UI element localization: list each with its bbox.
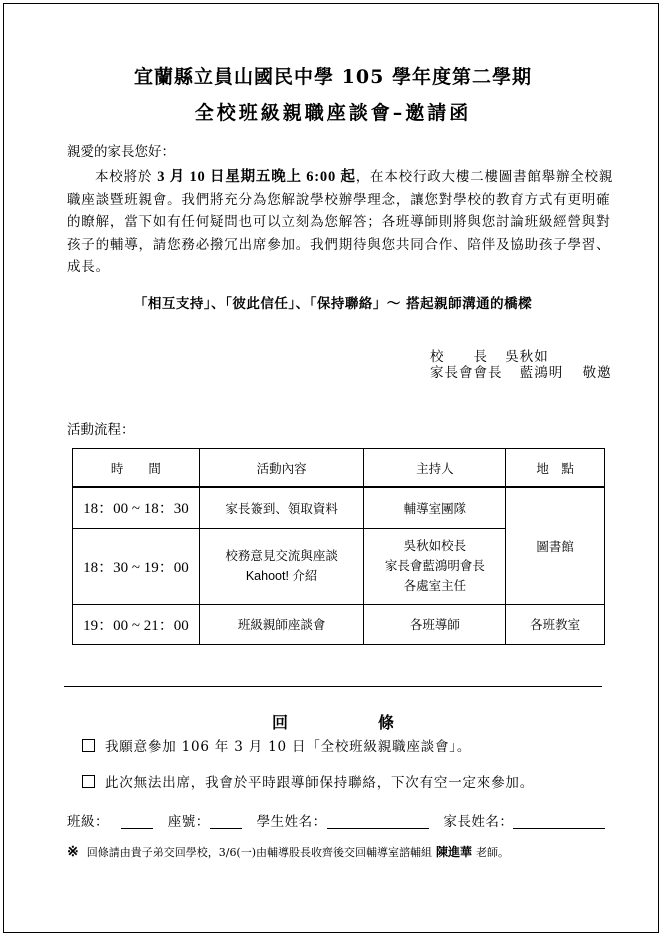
student-name-label: 學生姓名：	[256, 814, 327, 830]
option-decline[interactable]	[82, 771, 534, 791]
shared-location: 圖書館	[506, 487, 605, 604]
decline-checkbox[interactable]	[82, 775, 95, 788]
title-line-2: 全校班級親職座談會–邀請函	[194, 102, 472, 124]
pta-name: 藍鴻明	[519, 365, 564, 381]
header-time: 時 間	[73, 449, 200, 488]
header-location: 地 點	[506, 449, 605, 488]
title-line-1: 宜蘭縣立員山國民中學 105 學年度第二學期	[134, 66, 532, 88]
class-label: 班級：	[67, 814, 109, 830]
principal-name: 吳秋如	[505, 349, 549, 365]
row-time: 18：30 ~ 19：00	[73, 528, 200, 604]
note-text: 回條請由貴子弟交回學校，3/6(一)由輔導股長收齊後交回輔導室諮輔組	[86, 846, 433, 859]
closing: 敬邀	[582, 365, 612, 381]
intro-body: ，在本校行政大樓二樓圖書館舉辦全校親職座談暨班親會。我們將充分為您解說學校辦學理念，讓您對學校的教育方式有更明確的瞭解，當下如有任何疑問也可以立刻為您解答；各班導師則將與您討論班級經營與對孩子的輔導，請您務必撥冗出席參加。我們期待與您共同合作、陪伴及協助孩子學習、成長。	[67, 169, 614, 275]
reply-title	[0, 710, 666, 733]
row-time: 18：00 ~ 18：30	[73, 487, 200, 528]
row-location: 各班教室	[506, 604, 605, 644]
option-attend[interactable]	[82, 735, 471, 755]
student-name-field[interactable]	[327, 828, 429, 829]
footnote	[67, 843, 509, 860]
intro-prefix: 本校將於	[95, 169, 153, 185]
flow-label: 活動流程：	[67, 422, 135, 438]
reply-fields	[67, 810, 605, 830]
table-row	[73, 487, 605, 528]
content-line: Kahoot! 介紹	[245, 569, 318, 583]
host-line: 吳秋如校長	[403, 538, 467, 553]
teacher-name: 陳進華	[436, 845, 473, 859]
host-line: 家長會藍鴻明會長	[384, 558, 485, 573]
parent-name-label: 家長姓名：	[443, 814, 514, 830]
reference-mark: ※	[67, 844, 79, 860]
row-host: 各班導師	[364, 604, 506, 644]
row-host: 輔導室團隊	[364, 487, 506, 528]
row-content: 班級親師座談會	[199, 604, 364, 644]
schedule-table	[72, 448, 605, 645]
row-time: 19：00 ~ 21：00	[73, 604, 200, 644]
attend-checkbox[interactable]	[82, 739, 95, 752]
header-host: 主持人	[364, 449, 506, 488]
host-line: 各處室主任	[403, 578, 467, 593]
content-line: 校務意見交流與座談	[225, 548, 338, 563]
table-row	[73, 604, 605, 644]
schedule-header-row	[73, 449, 605, 488]
slogan: 「相互支持」、「彼此信任」、「保持聯絡」～ 搭起親師溝通的橋樑	[133, 296, 533, 312]
header-content: 活動內容	[199, 449, 364, 488]
option-attend-label: 我願意參加 106 年 3 月 10 日「全校班級親職座談會」。	[105, 739, 472, 755]
intro-datetime: 3 月 10 日星期五晚上 6:00 起	[157, 169, 356, 185]
seat-label: 座號：	[167, 814, 210, 830]
signature-pta	[430, 361, 612, 381]
cut-line-divider	[64, 686, 602, 687]
row-host	[364, 528, 506, 604]
pta-title: 家長會會長	[430, 365, 503, 381]
seat-field[interactable]	[210, 828, 242, 829]
class-field[interactable]	[121, 828, 153, 829]
row-content: 家長簽到、領取資料	[199, 487, 364, 528]
reply-title-char: 回	[271, 713, 288, 732]
row-content	[199, 528, 364, 604]
note-text-end: 老師。	[476, 846, 510, 859]
greeting: 親愛的家長您好：	[67, 144, 175, 160]
parent-name-field[interactable]	[513, 828, 605, 829]
reply-title-char: 條	[378, 713, 395, 732]
intro-paragraph	[67, 166, 622, 279]
option-decline-label: 此次無法出席，我會於平時跟導師保持聯絡，下次有空一定來參加。	[105, 775, 534, 791]
principal-title: 校 長	[430, 349, 488, 365]
